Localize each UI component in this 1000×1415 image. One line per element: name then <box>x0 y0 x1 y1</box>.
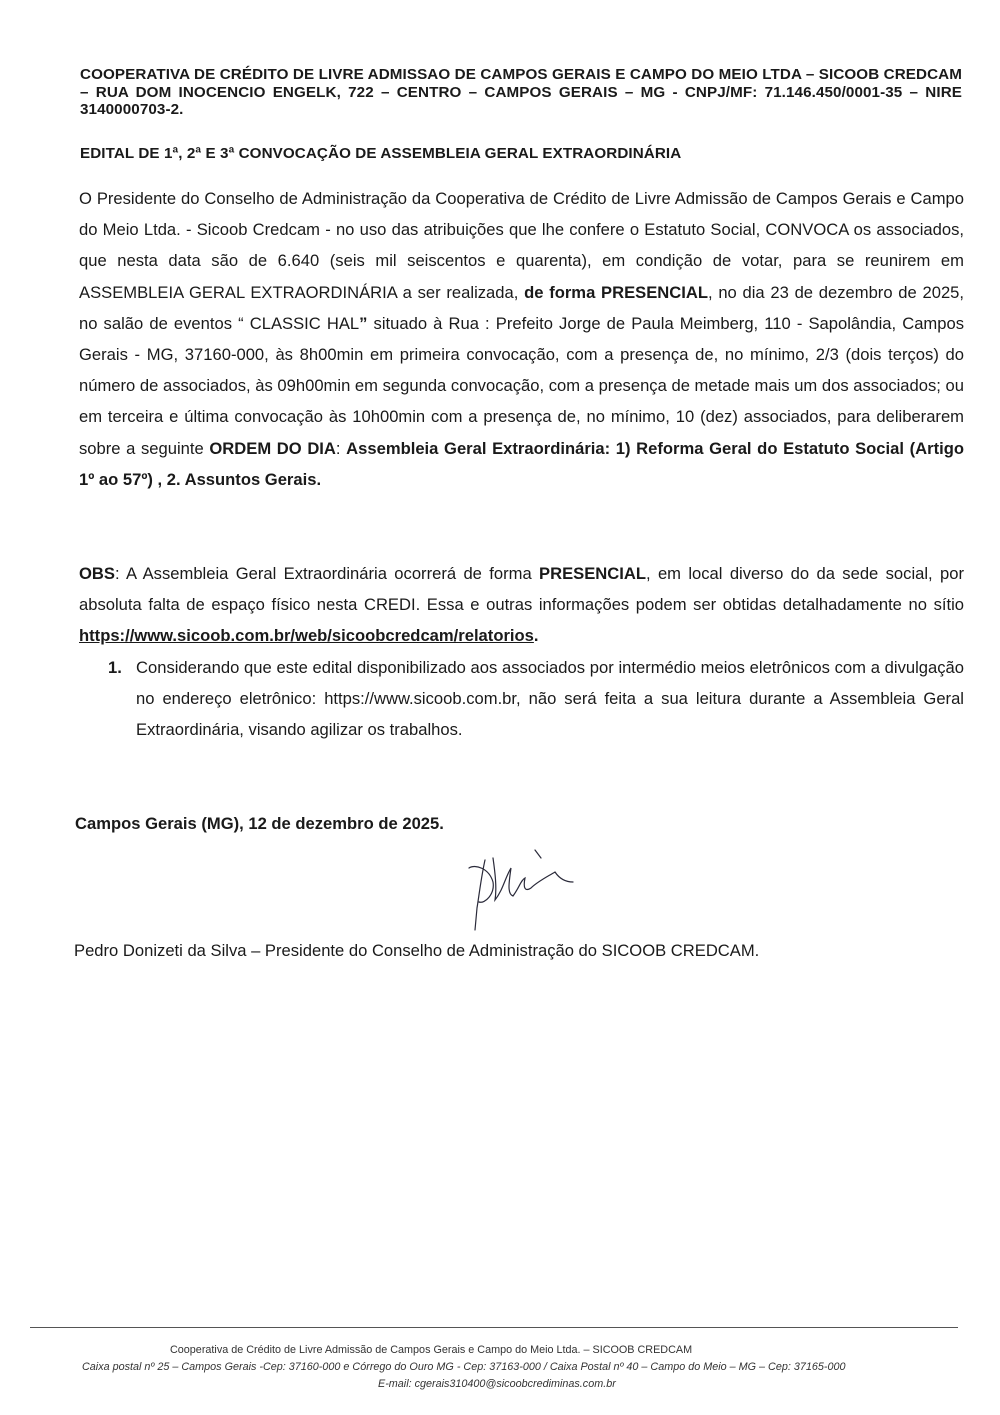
page-footer <box>0 1342 1000 1402</box>
agenda-items: Assembleia Geral Extraordinária: 1) Reforma Geral do Estatuto Social (Artigo 1º ao 57º) , 2. Assuntos Gerais. <box>79 438 964 489</box>
obs-text: : A Assembleia Geral Extraordinária ocorrerá de forma <box>114 564 540 583</box>
obs-bold-text: PRESENCIAL <box>539 564 646 583</box>
list-item-text: Considerando que este edital disponibilizado aos associados por intermédio meios eletrônicos com a divulgação no endereço eletrônico: https://www.sicoob.com.br, não será feita a sua leitura durante a Assembleia Geral Extraordinária, visando agilizar os trabalhos. <box>136 658 964 740</box>
obs-text: , em local diverso do da sede social, por absoluta falta de espaço físico nesta CREDI. Essa e outras informações podem ser obtidas detalhadamente no sítio <box>79 564 964 615</box>
agenda-label: ORDEM DO DIA <box>209 438 336 458</box>
footer-line-1: Cooperativa de Crédito de Livre Admissão de Campos Gerais e Campo do Meio Ltda. – SICOOB CREDCAM <box>170 1344 693 1356</box>
place-and-date: Campos Gerais (MG), 12 de dezembro de 2025. <box>75 814 444 833</box>
body-text: O Presidente do Conselho de Administração da Cooperativa de Crédito de Livre Admissão de Campos Gerais e Campo do Meio Ltda. - Sicoob Credcam - no uso das atribuições que lhe confere o Estatuto Social, CONVOCA os associados, que nesta data são de 6.640 (seis mil seiscentos e quarenta), em condição de votar, para se reunirem em ASSEMBLEIA GERAL EXTRAORDINÁRIA a ser realizada, <box>79 189 964 302</box>
obs-text: . <box>533 626 539 646</box>
body-text: : <box>335 438 347 458</box>
signer-name: Pedro Donizeti da Silva – Presidente do Conselho de Administração do SICOOB CREDCAM. <box>74 941 760 960</box>
document-title: EDITAL DE 1ª, 2ª E 3ª CONVOCAÇÃO DE ASSEMBLEIA GERAL EXTRAORDINÁRIA <box>80 145 682 162</box>
body-paragraph <box>79 183 964 495</box>
footer-email: E-mail: cgerais310400@sicoobcrediminas.com.br <box>378 1378 616 1390</box>
footer-divider <box>30 1327 958 1328</box>
body-bold-text: de forma PRESENCIAL <box>524 282 708 302</box>
signature-image <box>455 838 585 938</box>
body-bold-text: ” <box>359 313 368 333</box>
footer-line-2: Caixa postal nº 25 – Campos Gerais -Cep: 37160-000 e Córrego do Ouro MG - Cep: 37163-000 / Caixa Postal nº 40 – Campo do Meio – MG – Cep: 37165-000 <box>82 1361 846 1373</box>
obs-label: OBS <box>79 564 115 583</box>
list-item-number: 1. <box>108 658 122 677</box>
list-item <box>108 652 964 746</box>
body-text: situado à Rua : Prefeito Jorge de Paula Meimberg, 110 - Sapolândia, Campos Gerais - MG, 37160-000, às 8h00min em primeira convocação, com a presença de, no mínimo, 2/3 (dois terços) do número de associados, às 09h00min em segunda convocação, com a presença de metade mais um dos associados; ou em terceira e última convocação às 10h00min com a presença de, no mínimo, 10 (dez) associados, para deliberarem sobre a seguinte <box>79 313 964 458</box>
body-text: , no dia 23 de dezembro de 2025, no salão de eventos “ CLASSIC HAL <box>79 282 965 333</box>
reports-link[interactable]: https://www.sicoob.com.br/web/sicoobcredcam/relatorios <box>79 626 534 646</box>
obs-paragraph <box>79 558 964 652</box>
numbered-list <box>108 652 964 746</box>
document-header: COOPERATIVA DE CRÉDITO DE LIVRE ADMISSAO DE CAMPOS GERAIS E CAMPO DO MEIO LTDA – SICOOB CREDCAM – RUA DOM INOCENCIO ENGELK, 722 – CENTRO – CAMPOS GERAIS – MG - CNPJ/MF: 71.146.450/0001-35 – NIRE 3140000703-2. <box>80 66 962 118</box>
